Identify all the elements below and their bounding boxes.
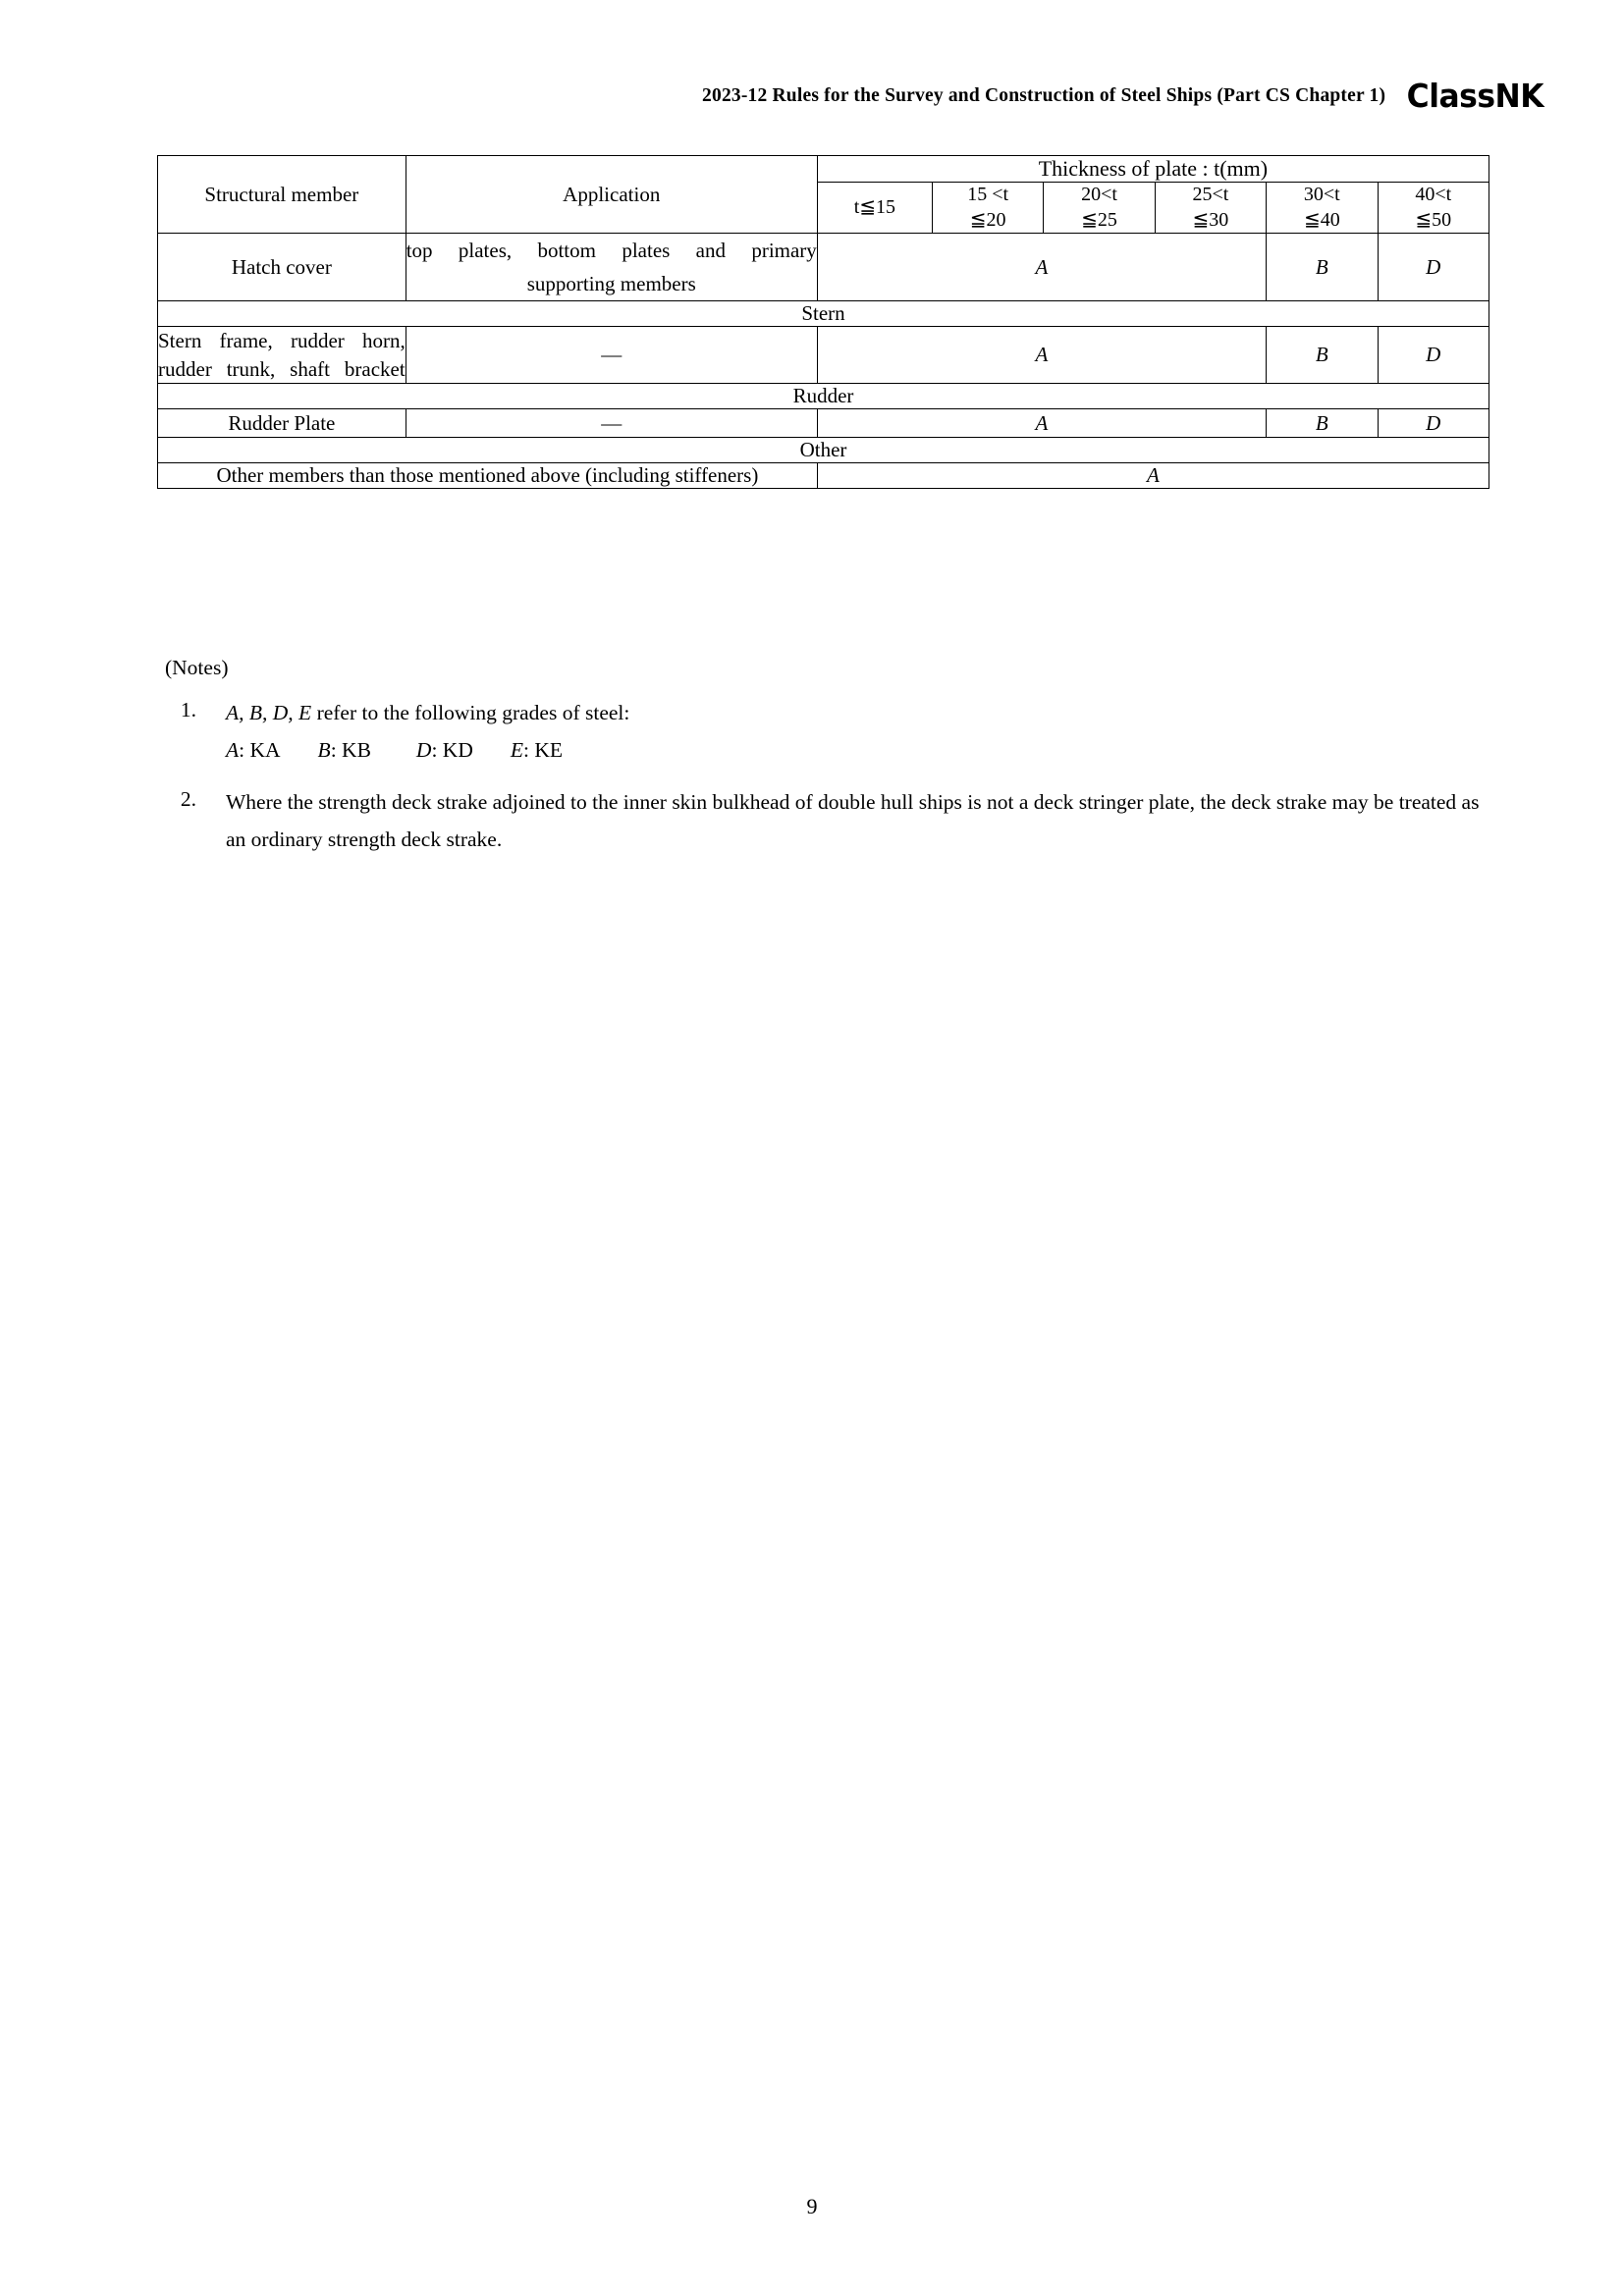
grade-val-a: : KA [239,737,281,762]
page-number: 9 [806,2194,818,2218]
header-structural-member: Structural member [158,156,406,234]
grade-key-b: B [317,737,331,762]
header-title: 2023-12 Rules for the Survey and Construction of Steel Ships (Part CS Chapter 1) [702,84,1386,106]
header-application: Application [406,156,817,234]
section-label-stern: Stern [158,301,1489,327]
table-row [158,408,1489,437]
row-application-stern-frame: — [406,327,817,384]
row-member-hatch-cover: Hatch cover [158,234,406,301]
notes-section [165,653,1490,863]
table-section-row-other [158,438,1489,463]
grade-val-d: : KD [431,737,473,762]
steel-grade-table [157,155,1489,489]
row-application-hatch-cover: top plates, bottom plates and primary supporting members [406,234,817,301]
row-grade-30-40-hatch-cover: B [1267,234,1378,301]
table-row [158,234,1489,301]
page-header [702,77,1547,115]
section-label-other: Other [158,438,1489,463]
grade-key-d: D [415,737,432,762]
row-grade-wide-rudder-plate: A [817,408,1266,437]
grade-key-e: E [510,737,523,762]
row-member-other-members: Other members than those mentioned above (including stiffeners) [158,463,818,489]
header-range-1: t≦15 [817,183,932,234]
row-grade-wide-hatch-cover: A [817,234,1266,301]
row-member-rudder-plate: Rudder Plate [158,408,406,437]
header-range-4: 25<t ≦30 [1155,183,1266,234]
row-grade-wide-other-members: A [817,463,1489,489]
note-text-1: A, B, D, E refer to the following grades of steel: [226,701,630,725]
header-range-3: 20<t ≦25 [1044,183,1155,234]
note-text-2: Where the strength deck strake adjoined to the inner skin bulkhead of double hull ships is not a deck stringer plate, the deck strake may be treated as an ordinary strength deck strake. [226,790,1480,852]
note-number-2: 2. [180,787,196,812]
note-number-1: 1. [180,698,196,722]
table-row [158,463,1489,489]
header-range-5: 30<t ≦40 [1267,183,1378,234]
table-row [158,327,1489,384]
row-grade-40-50-hatch-cover: D [1378,234,1489,301]
grade-val-b: : KB [330,737,371,762]
row-grade-30-40-stern-frame: B [1267,327,1378,384]
table-section-row-rudder [158,383,1489,408]
row-grade-40-50-rudder-plate: D [1378,408,1489,437]
header-range-2: 15 <t ≦20 [932,183,1043,234]
row-application-rudder-plate: — [406,408,817,437]
row-grade-wide-stern-frame: A [817,327,1266,384]
table-header-row-1 [158,156,1489,183]
note-item-2 [165,784,1490,858]
note-grades-line [226,732,1490,770]
row-grade-30-40-rudder-plate: B [1267,408,1378,437]
note-body-1 [226,695,1490,769]
notes-title: (Notes) [165,656,229,679]
table-section-row-stern [158,301,1489,327]
grade-key-a: A [226,737,240,762]
row-member-stern-frame: Stern frame, rudder horn, rudder trunk, shaft bracket [158,327,406,384]
section-label-rudder: Rudder [158,383,1489,408]
header-range-6: 40<t ≦50 [1378,183,1489,234]
note-item-1 [165,695,1490,769]
grade-val-e: : KE [522,737,563,762]
steel-grade-table-wrapper [157,155,1489,489]
header-thickness-group: Thickness of plate : t(mm) [817,156,1489,183]
row-grade-40-50-stern-frame: D [1378,327,1489,384]
classnk-logo: ClassNK [1406,77,1544,115]
